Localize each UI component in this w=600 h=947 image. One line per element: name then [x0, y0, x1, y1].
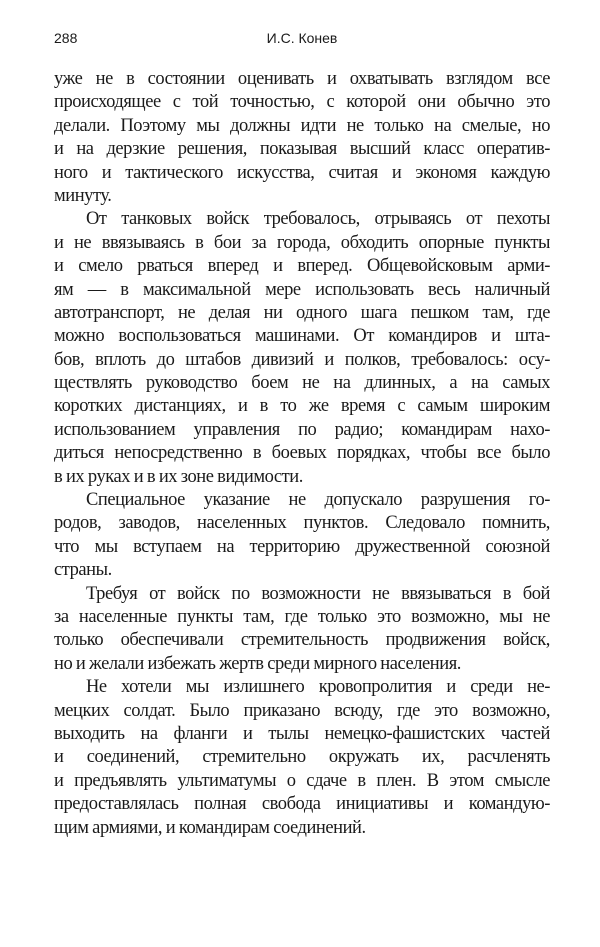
text-line: минуту.	[54, 185, 112, 206]
text-line: Требуя от войск по возможности не ввязываться в бой	[86, 583, 550, 604]
text-line: коротких дистанциях, и в то же время с самым широким	[54, 396, 550, 417]
paragraph	[54, 583, 550, 677]
text-line: происходящее с той точностью, с которой они обычно это	[54, 92, 550, 113]
text-line: делали. Поэтому мы должны идти не только на смелые, но	[54, 115, 550, 136]
text-line: автотранспорт, не делая ни одного шага пешком там, где	[54, 302, 550, 323]
text-line: только обеспечивали стремительность продвижения войск,	[54, 630, 550, 651]
text-line: Специальное указание не допускало разрушения го-	[86, 490, 550, 511]
text-line: за населенные пункты там, где только это возможно, мы не	[54, 606, 550, 627]
text-line: что мы вступаем на территорию дружественной союзной	[54, 536, 550, 557]
text-line: страны.	[54, 560, 112, 581]
text-line: Не хотели мы излишнего кровопролития и среди не-	[86, 677, 550, 698]
text-line: предоставлялась полная свобода инициативы и командую-	[54, 794, 550, 815]
text-line: щим армиями, и командирам соединений.	[54, 817, 366, 838]
text-line: От танковых войск требовалось, отрываясь от пехоты	[86, 209, 550, 230]
page-body	[54, 68, 550, 840]
text-line: ществлять руководство боем не на длинных, а на самых	[54, 373, 550, 394]
text-line: родов, заводов, населенных пунктов. Следовало помнить,	[54, 513, 550, 534]
text-line: использованием управления по радио; командирам нахо-	[54, 419, 550, 440]
text-line: бов, вплоть до штабов дивизий и полков, требовалось: осу-	[54, 349, 550, 370]
page-header	[54, 30, 550, 50]
paragraph	[54, 68, 550, 208]
text-line: и предъявлять ультиматумы о сдаче в плен. В этом смысле	[54, 770, 550, 791]
paragraph	[54, 208, 550, 489]
text-line: в их руках и в их зоне видимости.	[54, 466, 303, 487]
text-line: и соединений, стремительно окружать их, расчленять	[54, 747, 550, 768]
paragraph	[54, 489, 550, 583]
text-line: и смело рваться вперед и вперед. Общевойсковым арми-	[54, 256, 550, 277]
text-line: но и желали избежать жертв среди мирного населения.	[54, 653, 461, 674]
text-line: выходить на фланги и тылы немецко-фашистских частей	[54, 723, 550, 744]
text-line: уже не в состоянии оценивать и охватывать взглядом все	[54, 69, 550, 89]
text-line: можно воспользоваться машинами. От командиров и шта-	[54, 326, 550, 347]
text-line: ям — в максимальной мере использовать весь наличный	[54, 279, 550, 300]
paragraph	[54, 676, 550, 840]
running-title: И.С. Конев	[266, 30, 338, 46]
page-number: 288	[54, 30, 78, 46]
text-line: диться непосредственно в боевых порядках, чтобы все было	[54, 443, 550, 464]
text-line: ного и тактического искусства, считая и экономя каждую	[54, 162, 550, 183]
text-line: и на дерзкие решения, показывая высший класс оператив-	[54, 139, 550, 160]
text-line: и не ввязываясь в бои за города, обходить опорные пункты	[54, 232, 550, 253]
text-line: мецких солдат. Было приказано всюду, где это возможно,	[54, 700, 550, 721]
